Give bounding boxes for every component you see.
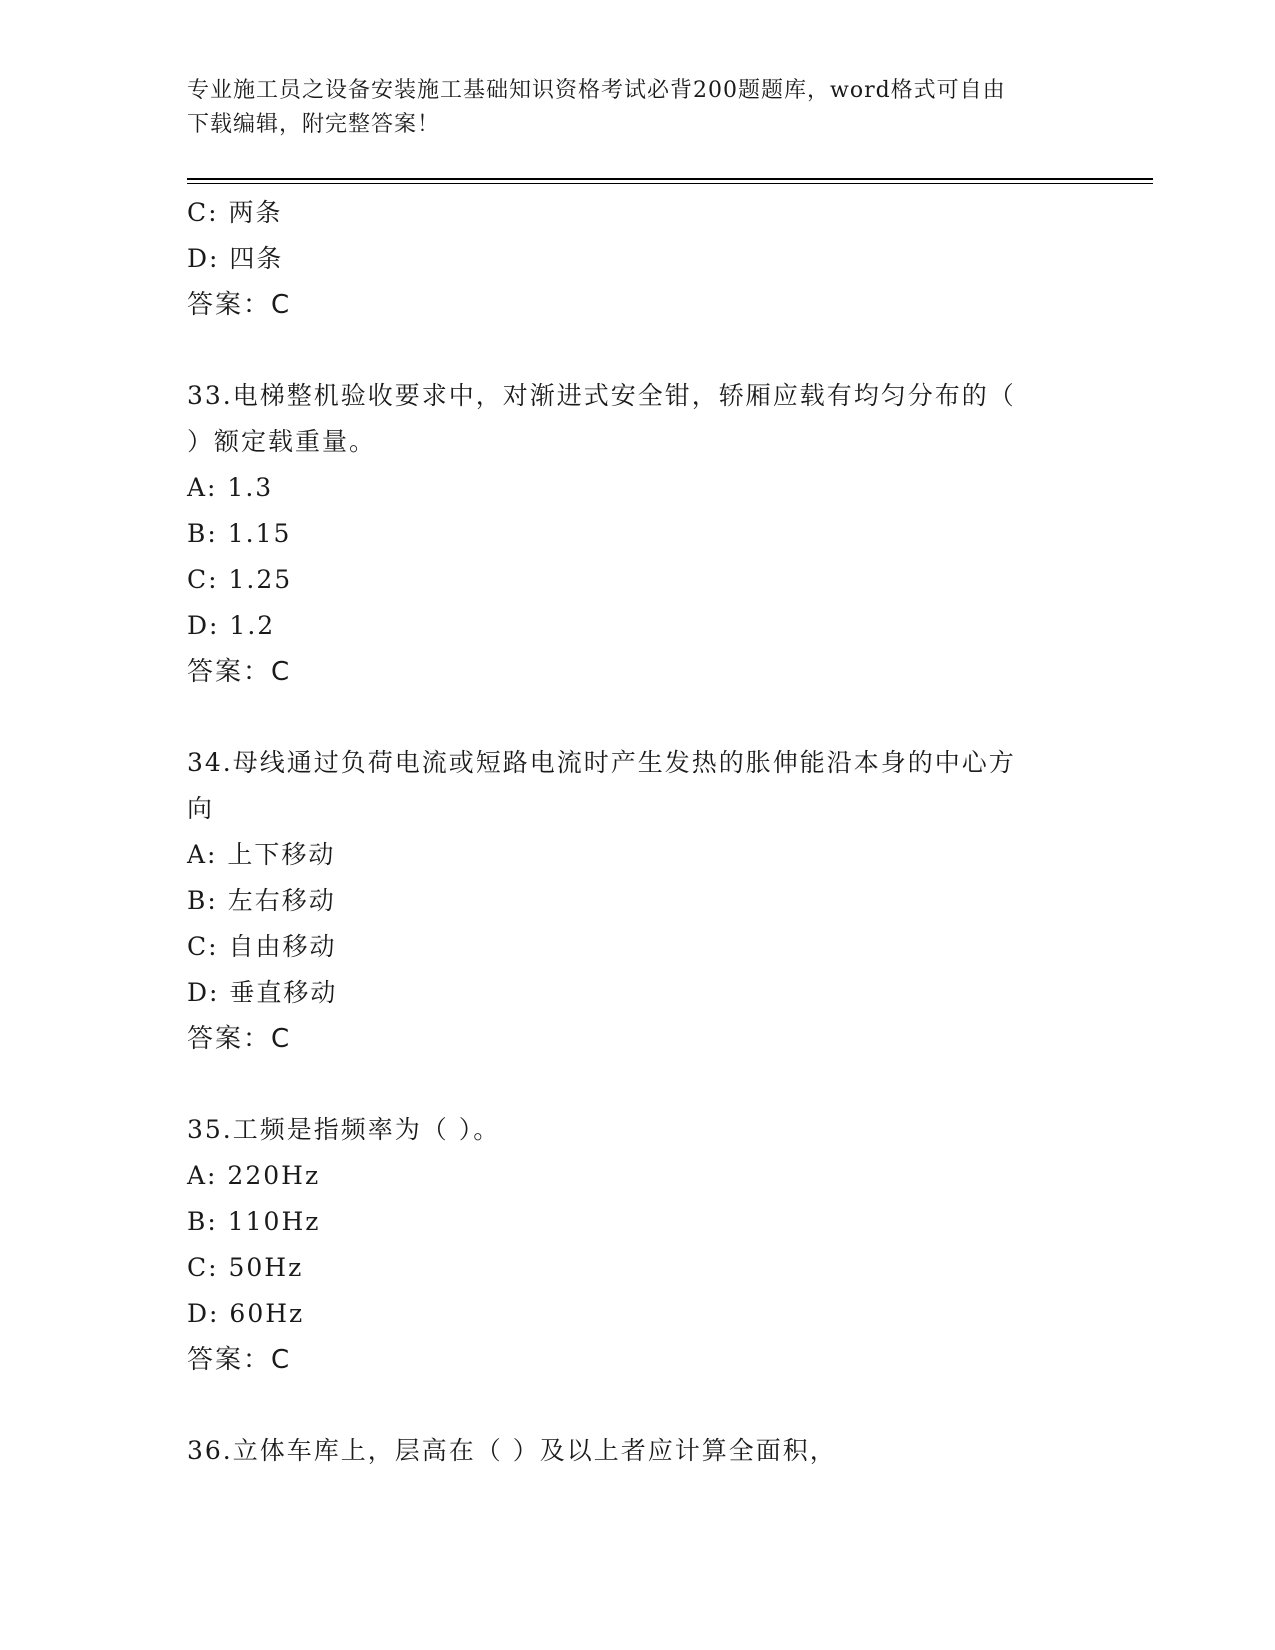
answer-line: 答案：C (187, 1345, 292, 1375)
answer-line: 答案：C (187, 290, 292, 320)
answer-line: 答案：C (187, 1024, 292, 1054)
header-divider (187, 178, 1153, 180)
option-d: D: 四条 (187, 244, 284, 273)
header-line-1: 专业施工员之设备安装施工基础知识资格考试必背200题题库，word格式可自由 (187, 78, 1006, 103)
question-stem-cont: ）额定载重量。 (187, 427, 377, 456)
question-stem: 33.电梯整机验收要求中，对渐进式安全钳，轿厢应载有均匀分布的（ (187, 381, 1016, 410)
question-content (187, 190, 1087, 1474)
option-c: C: 50Hz (187, 1253, 304, 1282)
option-a: A: 220Hz (187, 1161, 321, 1190)
header-divider-thin (187, 183, 1153, 184)
question-stem: 35.工频是指频率为（ ）。 (187, 1115, 501, 1144)
option-a: A: 1.3 (187, 473, 274, 502)
option-b: B: 110Hz (187, 1207, 321, 1236)
option-a: A: 上下移动 (187, 840, 336, 869)
question-stem: 36.立体车库上，层高在（ ）及以上者应计算全面积， (187, 1436, 837, 1465)
option-c: C: 1.25 (187, 565, 293, 594)
option-d: D: 垂直移动 (187, 978, 338, 1007)
option-c: C: 自由移动 (187, 932, 337, 961)
document-header (187, 74, 1067, 142)
option-c: C: 两条 (187, 198, 283, 227)
option-d: D: 1.2 (187, 611, 276, 640)
option-b: B: 1.15 (187, 519, 292, 548)
option-d: D: 60Hz (187, 1299, 305, 1328)
header-line-2: 下载编辑，附完整答案！ (187, 112, 441, 137)
answer-line: 答案：C (187, 657, 292, 687)
option-b: B: 左右移动 (187, 886, 336, 915)
question-stem-cont: 向 (187, 794, 215, 823)
question-stem: 34.母线通过负荷电流或短路电流时产生发热的胀伸能沿本身的中心方 (187, 748, 1016, 777)
